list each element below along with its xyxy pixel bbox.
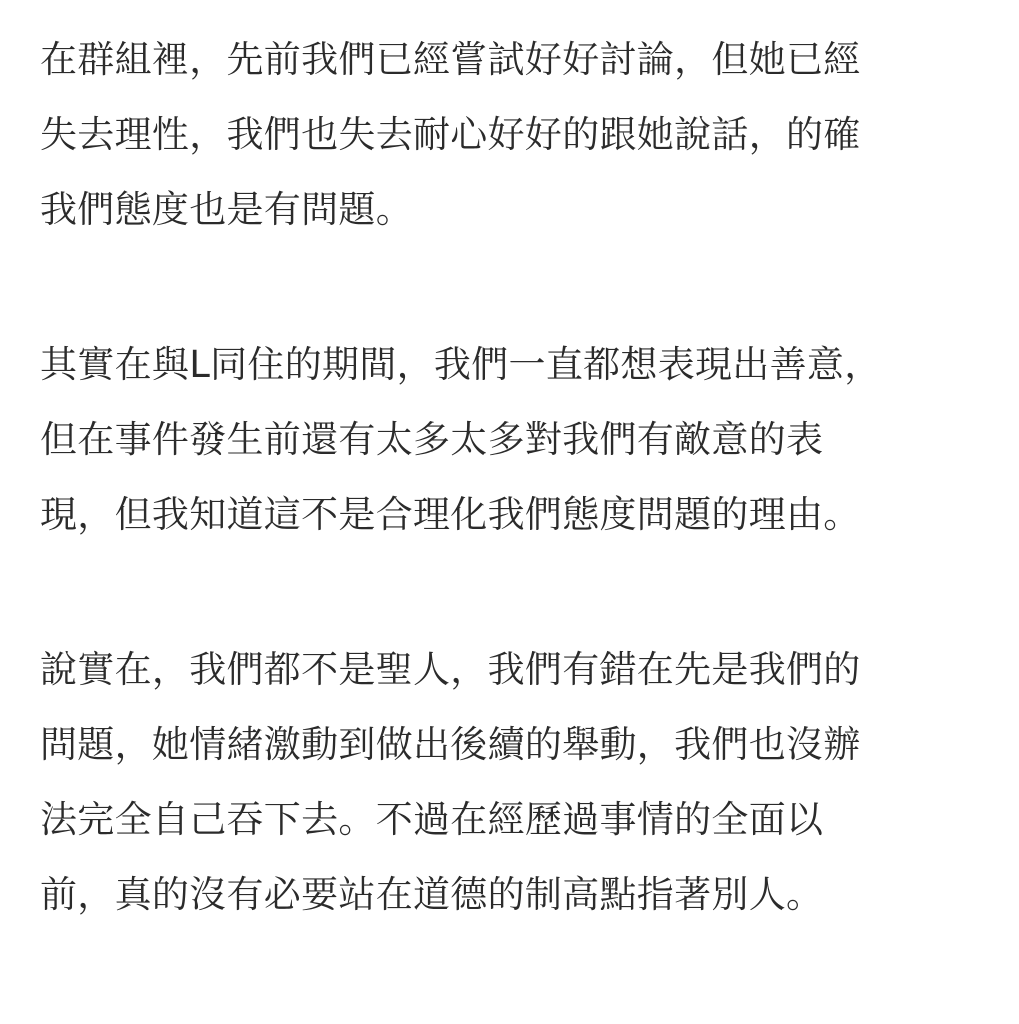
text-line: 問題，她情緒激動到做出後續的舉動，我們也沒辦 <box>40 723 861 766</box>
text-line: 其實在與L同住的期間，我們一直都想表現出善意， <box>40 343 882 386</box>
text-line: 現，但我知道這不是合理化我們態度問題的理由。 <box>40 493 861 536</box>
text-line: 但在事件發生前還有太多太多對我們有敵意的表 <box>40 418 824 461</box>
text-line: 說實在，我們都不是聖人，我們有錯在先是我們的 <box>40 648 861 691</box>
text-line: 在群組裡，先前我們已經嘗試好好討論，但她已經 <box>40 38 861 81</box>
paragraph-1 <box>40 22 1000 247</box>
text-line: 法完全自己吞下去。不過在經歷過事情的全面以 <box>40 798 824 841</box>
paragraph-2 <box>40 327 1000 552</box>
text-line: 前，真的沒有必要站在道德的制高點指著別人。 <box>40 873 824 916</box>
article-body <box>40 22 1000 1012</box>
text-line: 失去理性，我們也失去耐心好好的跟她說話，的確 <box>40 113 861 156</box>
paragraph-3 <box>40 632 1000 932</box>
text-line: 我們態度也是有問題。 <box>40 188 413 231</box>
